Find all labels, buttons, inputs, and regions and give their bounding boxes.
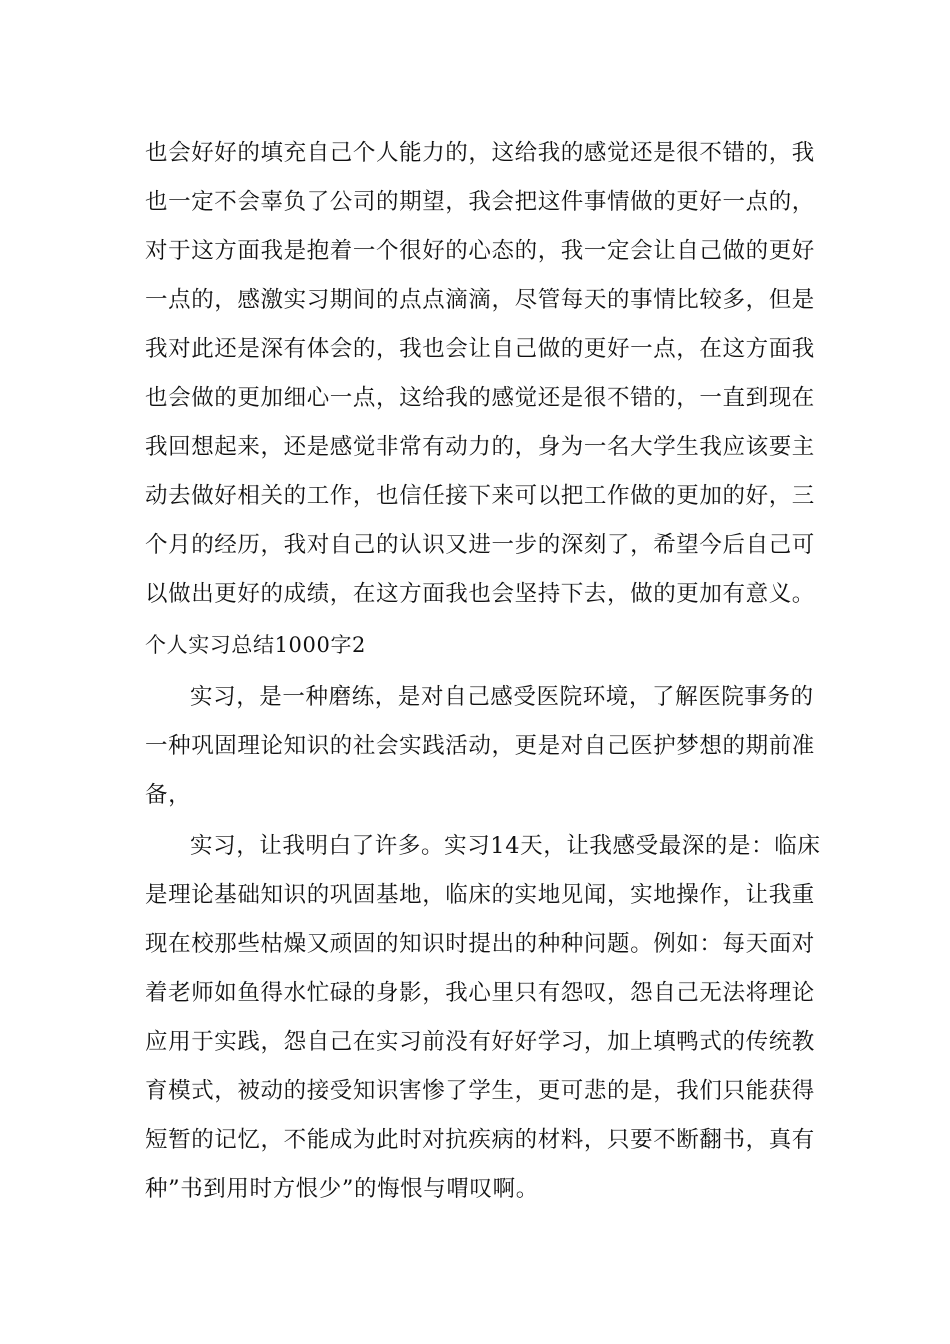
paragraph-line: 是理论基础知识的巩固基地，临床的实地见闻，实地操作，让我重 — [145, 882, 815, 908]
paragraph-line: 我对此还是深有体会的，我也会让自己做的更好一点，在这方面我 — [145, 336, 815, 362]
paragraph-line: 也会好好的填充自己个人能力的，这给我的感觉还是很不错的，我 — [145, 140, 815, 166]
paragraph-line: 种”书到用时方恨少”的悔恨与喟叹啊。 — [145, 1176, 539, 1202]
section-heading: 个人实习总结1000字2 — [145, 633, 367, 657]
paragraph-line: 我回想起来，还是感觉非常有动力的，身为一名大学生我应该要主 — [145, 434, 815, 460]
paragraph-line: 对于这方面我是抱着一个很好的心态的，我一定会让自己做的更好 — [145, 238, 815, 264]
paragraph-line: 以做出更好的成绩，在这方面我也会坚持下去，做的更加有意义。 — [145, 581, 815, 607]
paragraph-line: 也会做的更加细心一点，这给我的感觉还是很不错的，一直到现在 — [145, 385, 815, 411]
paragraph-line: 短暂的记忆，不能成为此时对抗疾病的材料，只要不断翻书，真有 — [145, 1127, 815, 1153]
paragraph-line: 实习，让我明白了许多。实习14天，让我感受最深的是：临床 — [190, 833, 821, 859]
paragraph-line: 动去做好相关的工作，也信任接下来可以把工作做的更加的好，三 — [145, 483, 815, 509]
paragraph-line: 也一定不会辜负了公司的期望，我会把这件事情做的更好一点的， — [145, 189, 815, 215]
paragraph-line: 育模式，被动的接受知识害惨了学生，更可悲的是，我们只能获得 — [145, 1078, 815, 1104]
paragraph-line: 个月的经历，我对自己的认识又进一步的深刻了，希望今后自己可 — [145, 532, 815, 558]
paragraph-line: 备， — [145, 782, 192, 808]
paragraph-line: 现在校那些枯燥又顽固的知识时提出的种种问题。例如：每天面对 — [145, 931, 815, 957]
paragraph-line: 应用于实践，怨自己在实习前没有好好学习，加上填鸭式的传统教 — [145, 1029, 815, 1055]
paragraph-line: 一点的，感激实习期间的点点滴滴，尽管每天的事情比较多，但是 — [145, 287, 815, 313]
paragraph-line: 一种巩固理论知识的社会实践活动，更是对自己医护梦想的期前准 — [145, 733, 815, 759]
paragraph-line: 实习，是一种磨练，是对自己感受医院环境，了解医院事务的 — [190, 684, 814, 710]
paragraph-line: 着老师如鱼得水忙碌的身影，我心里只有怨叹，怨自己无法将理论 — [145, 980, 815, 1006]
